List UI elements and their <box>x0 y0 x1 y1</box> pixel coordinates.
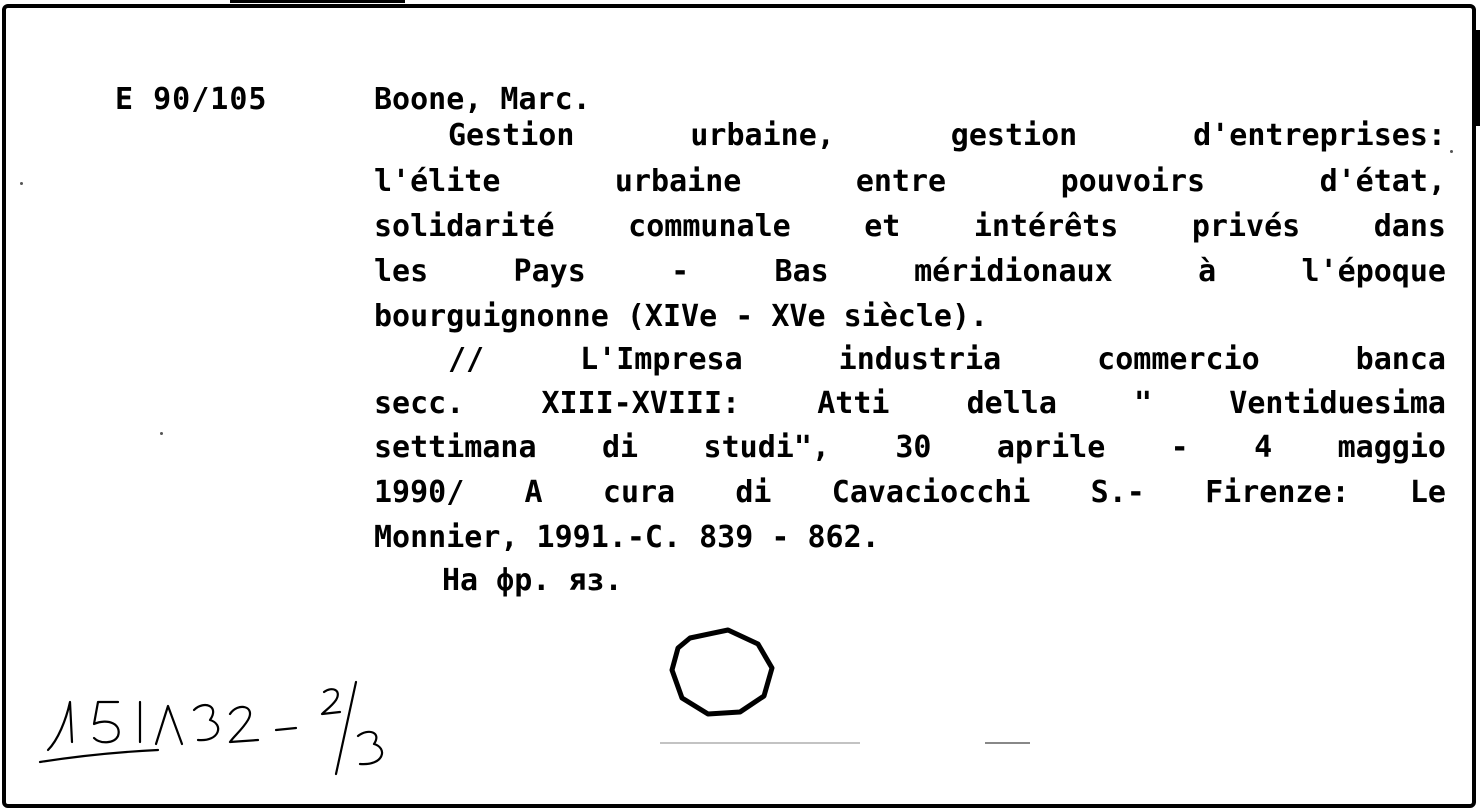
card-ruling-line <box>660 742 860 744</box>
paper-speck <box>160 432 163 435</box>
author-heading: Boone, Marc. <box>374 82 591 117</box>
punch-hole <box>668 626 778 718</box>
language-note: На фр. яз. <box>442 563 623 598</box>
title-line: les Pays - Bas méridionaux à l'époque <box>374 254 1446 289</box>
paper-speck <box>20 182 23 185</box>
source-line: settimana di studi", 30 aprile - 4 maggio <box>374 430 1446 465</box>
card-edge-mark <box>1474 30 1480 126</box>
source-line: secc. XIII-XVIII: Atti della " Ventiduesima <box>374 386 1446 421</box>
source-line: Monnier, 1991.-C. 839 - 862. <box>374 520 880 555</box>
title-line: bourguignonne (XIVe - XVe siècle). <box>374 299 989 334</box>
title-line: solidarité communale et intérêts privés dans <box>374 209 1446 244</box>
card-ruling-line <box>985 742 1030 744</box>
card-edge-mark <box>230 0 405 3</box>
title-line: l'élite urbaine entre pouvoirs d'état, <box>374 164 1446 199</box>
title-line: Gestion urbaine, gestion d'entreprises: <box>448 118 1446 153</box>
source-line: // L'Impresa industria commercio banca <box>448 342 1446 377</box>
source-line: 1990/ A cura di Cavaciocchi S.- Firenze: Le <box>374 475 1446 510</box>
paper-speck <box>1450 150 1453 153</box>
handwritten-inventory-number <box>38 680 418 780</box>
call-number: E 90/105 <box>115 82 268 117</box>
